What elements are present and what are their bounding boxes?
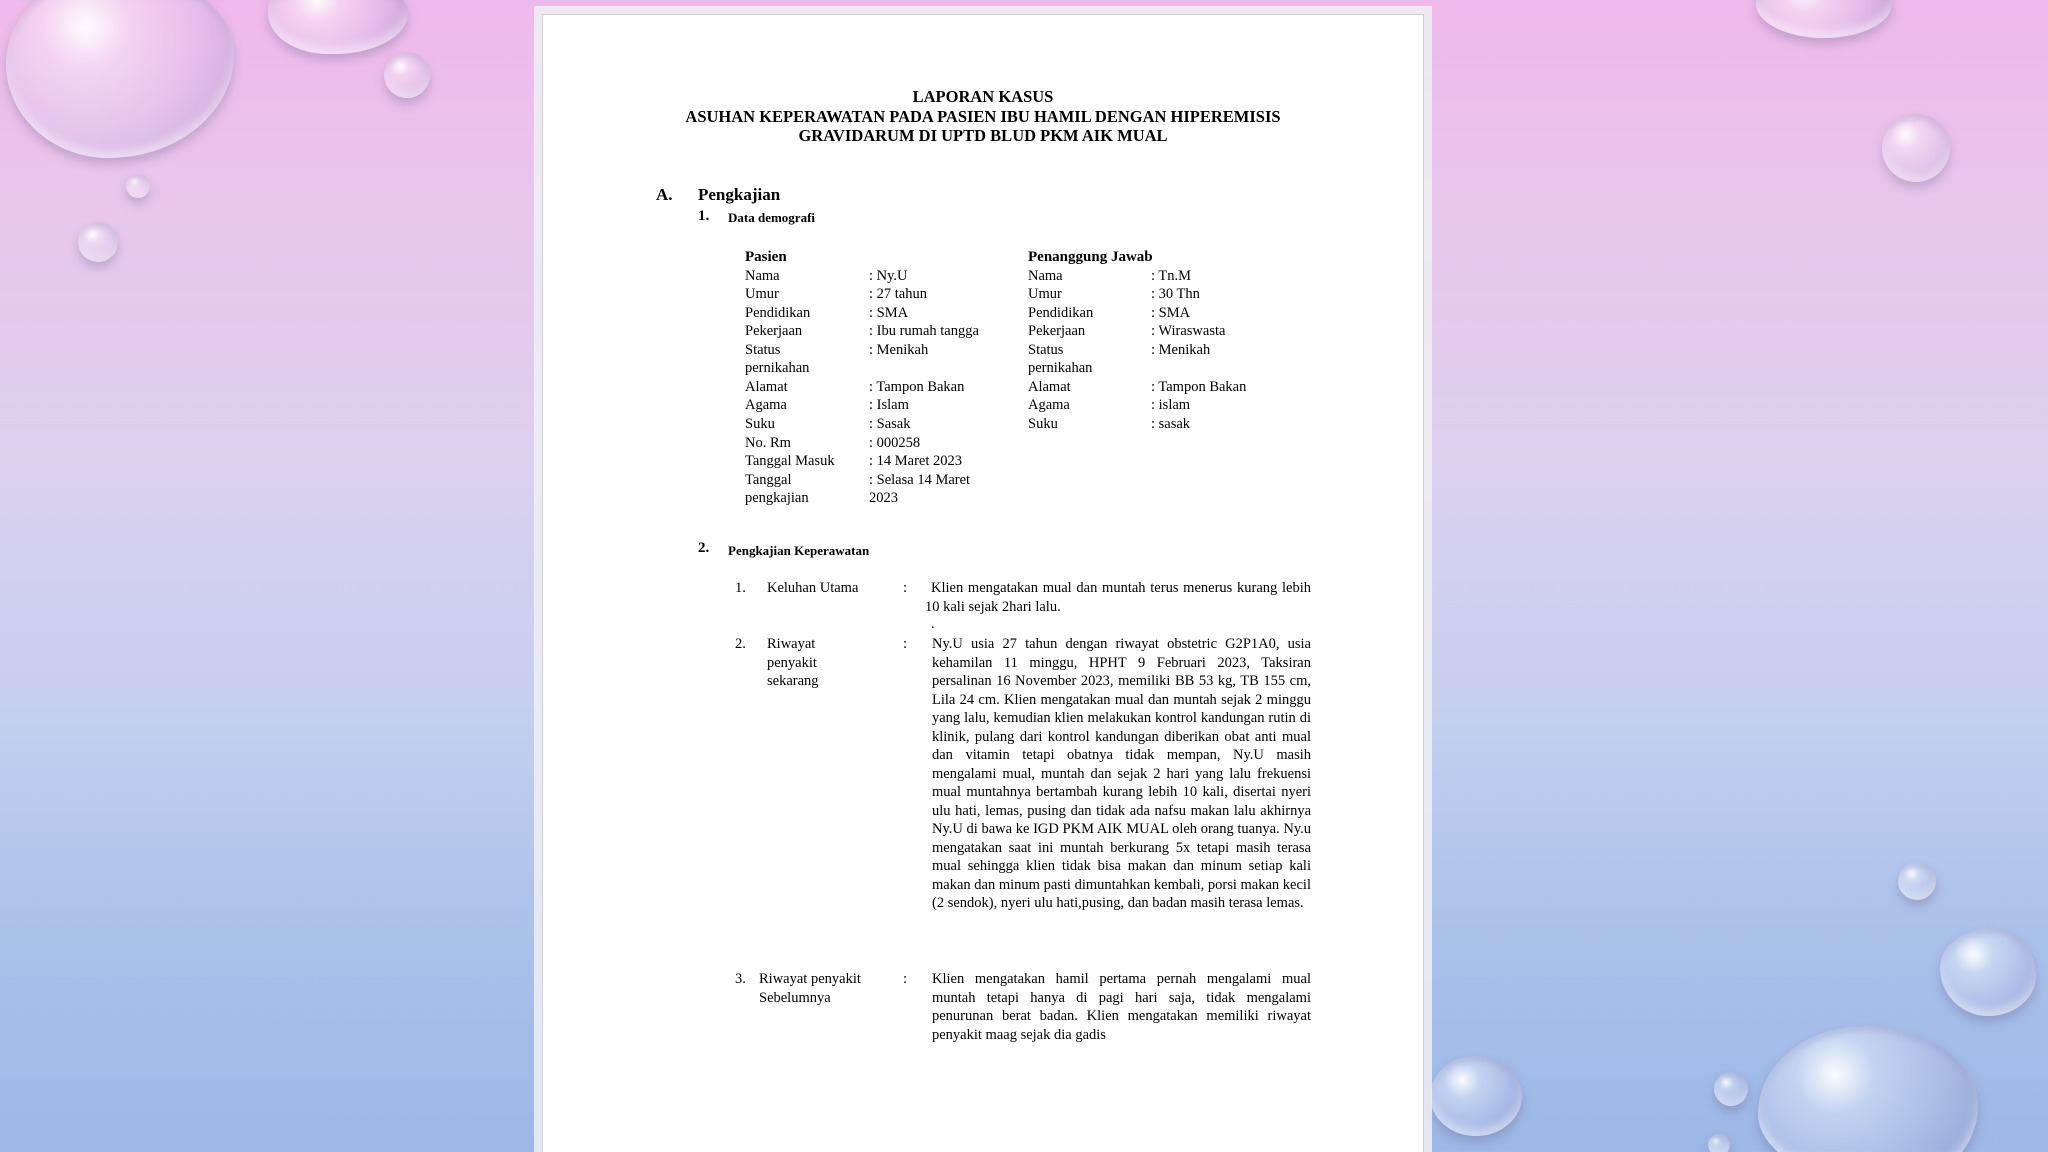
guardian-field-value: : SMA (1151, 305, 1191, 321)
patient-field-label: Umur (745, 286, 779, 302)
patient-field-value: : Sasak (869, 416, 911, 432)
item-colon: : (903, 636, 908, 652)
guardian-field-label: Nama (1028, 268, 1063, 284)
water-drop-decoration (126, 174, 150, 198)
section-letter: A. (656, 185, 673, 204)
subsection-title: Data demografi (728, 210, 816, 225)
guardian-field-label: pernikahan (1028, 360, 1093, 376)
patient-field-label: pengkajian (745, 490, 809, 506)
water-drop-decoration (384, 52, 430, 98)
patient-field-label: Agama (745, 397, 787, 413)
guardian-field-label: Suku (1028, 416, 1058, 432)
guardian-field-value: : Tampon Bakan (1151, 379, 1247, 395)
patient-field-label: No. Rm (745, 435, 791, 451)
item-label: Keluhan Utama (767, 580, 859, 596)
water-drop-decoration (1708, 1134, 1730, 1152)
patient-field-label: Suku (745, 416, 775, 432)
water-drop-decoration (1758, 1026, 1978, 1152)
guardian-field-label: Status (1028, 342, 1064, 358)
item-colon: : (903, 580, 908, 596)
guardian-field-label: Alamat (1028, 379, 1071, 395)
water-drop-decoration (1882, 114, 1950, 182)
guardian-field-label: Agama (1028, 397, 1070, 413)
patient-field-value: : 000258 (869, 435, 921, 451)
patient-field-value: : Selasa 14 Maret (869, 472, 971, 488)
item-number: 3. (735, 971, 746, 987)
subsection-number: 1. (698, 208, 710, 224)
patient-field-value: : Islam (869, 397, 909, 413)
guardian-field-value: : Tn.M (1151, 268, 1192, 284)
item-label: Riwayat penyakit sekarang (767, 636, 819, 689)
patient-field-value: : 14 Maret 2023 (869, 453, 963, 469)
guardian-field-label: Pendidikan (1028, 305, 1094, 321)
water-drop-decoration (268, 0, 408, 54)
patient-field-value: : SMA (869, 305, 909, 321)
water-drop-decoration (78, 222, 118, 262)
water-drop-decoration (1898, 862, 1936, 900)
patient-field-label: Pekerjaan (745, 323, 803, 339)
section-title: Pengkajian (698, 185, 781, 204)
patient-field-value: : Ibu rumah tangga (869, 323, 979, 339)
document-subtitle-line-2: GRAVIDARUM DI UPTD BLUD PKM AIK MUAL (798, 126, 1168, 145)
patient-field-value: 2023 (869, 490, 898, 506)
patient-field-value: : Ny.U (869, 268, 908, 284)
patient-field-label: Tanggal Masuk (745, 453, 835, 469)
water-drop-decoration (1940, 928, 2036, 1016)
guardian-field-value: : Menikah (1151, 342, 1211, 358)
patient-field-label: Pendidikan (745, 305, 811, 321)
item-colon: : (903, 971, 908, 987)
water-drop-decoration (1430, 1056, 1522, 1136)
guardian-heading: Penanggung Jawab (1028, 249, 1153, 265)
item-number: 2. (735, 636, 746, 652)
patient-field-label: Nama (745, 268, 780, 284)
document-subtitle-line-1: ASUHAN KEPERAWATAN PADA PASIEN IBU HAMIL DENGAN HIPEREMISIS (685, 107, 1281, 126)
guardian-field-value: : 30 Thn (1151, 286, 1200, 302)
water-drop-decoration (1714, 1072, 1748, 1106)
document-title: LAPORAN KASUS (912, 87, 1054, 106)
patient-field-value: : Tampon Bakan (869, 379, 965, 395)
item-label: Riwayat penyakit Sebelumnya (759, 971, 861, 1006)
patient-field-label: Tanggal (745, 472, 792, 488)
patient-field-label: Alamat (745, 379, 788, 395)
item-text: Ny.U usia 27 tahun dengan riwayat obstetric G2P1A0, usia kehamilan 11 minggu, HPHT 9 Februari 2023, Taksiran persalinan 16 November 2023, memiliki BB 53 kg, TB 155 cm, Lila 24 cm. Klien mengatakan mual dan muntah sejak 2 minggu yang lalu, kemudian klien melakukan kontrol kandungan rutin di klinik, pulang dari kontrol kandungan diberikan obat anti mual dan vitamin tetapi obatnya tidak mempan, Ny.U masih mengalami mual, muntah dan sejak 2 hari yang lalu frekuensi mual muntahnya bertambah kurang lebih 10 kali, disertai nyeri ulu hati, lemas, pusing dan tidak ada nafsu makan lalu akhirnya Ny.U di bawa ke IGD PKM AIK MUAL oleh orang tuanya. Ny.u mengatakan saat ini muntah berkurang 5x tetapi masih terasa mual sehingga klien tidak bisa makan dan minum setiap kali makan dan minum pasti dimuntahkan kembali, porsi makan kecil (2 sendok), nyeri ulu hati,pusing, dan badan masih terasa lemas. (932, 636, 1311, 911)
subsection-title: Pengkajian Keperawatan (728, 543, 870, 558)
item-text: Klien mengatakan mual dan muntah terus menerus kurang lebih 10 kali sejak 2hari lalu. (925, 580, 1311, 615)
patient-heading: Pasien (745, 249, 787, 265)
patient-field-label: pernikahan (745, 360, 810, 376)
water-drop-decoration (6, 0, 234, 158)
water-drop-decoration (1756, 0, 1892, 38)
guardian-field-label: Pekerjaan (1028, 323, 1086, 339)
guardian-field-value: : Wiraswasta (1151, 323, 1226, 339)
guardian-field-label: Umur (1028, 286, 1062, 302)
item-trailing-mark: . (931, 616, 935, 632)
patient-field-label: Status (745, 342, 781, 358)
document-page (542, 14, 1424, 1152)
subsection-number: 2. (698, 540, 710, 556)
patient-field-value: : Menikah (869, 342, 929, 358)
guardian-field-value: : islam (1151, 397, 1191, 413)
guardian-field-value: : sasak (1151, 416, 1191, 432)
item-text: Klien mengatakan hamil pertama pernah mengalami mual muntah tetapi hanya di pagi hari saja, tidak mengalami penurunan berat badan. Klien mengatakan memiliki riwayat penyakit maag sejak dia gadis (932, 971, 1311, 1043)
item-number: 1. (735, 580, 746, 596)
patient-field-value: : 27 tahun (869, 286, 927, 302)
